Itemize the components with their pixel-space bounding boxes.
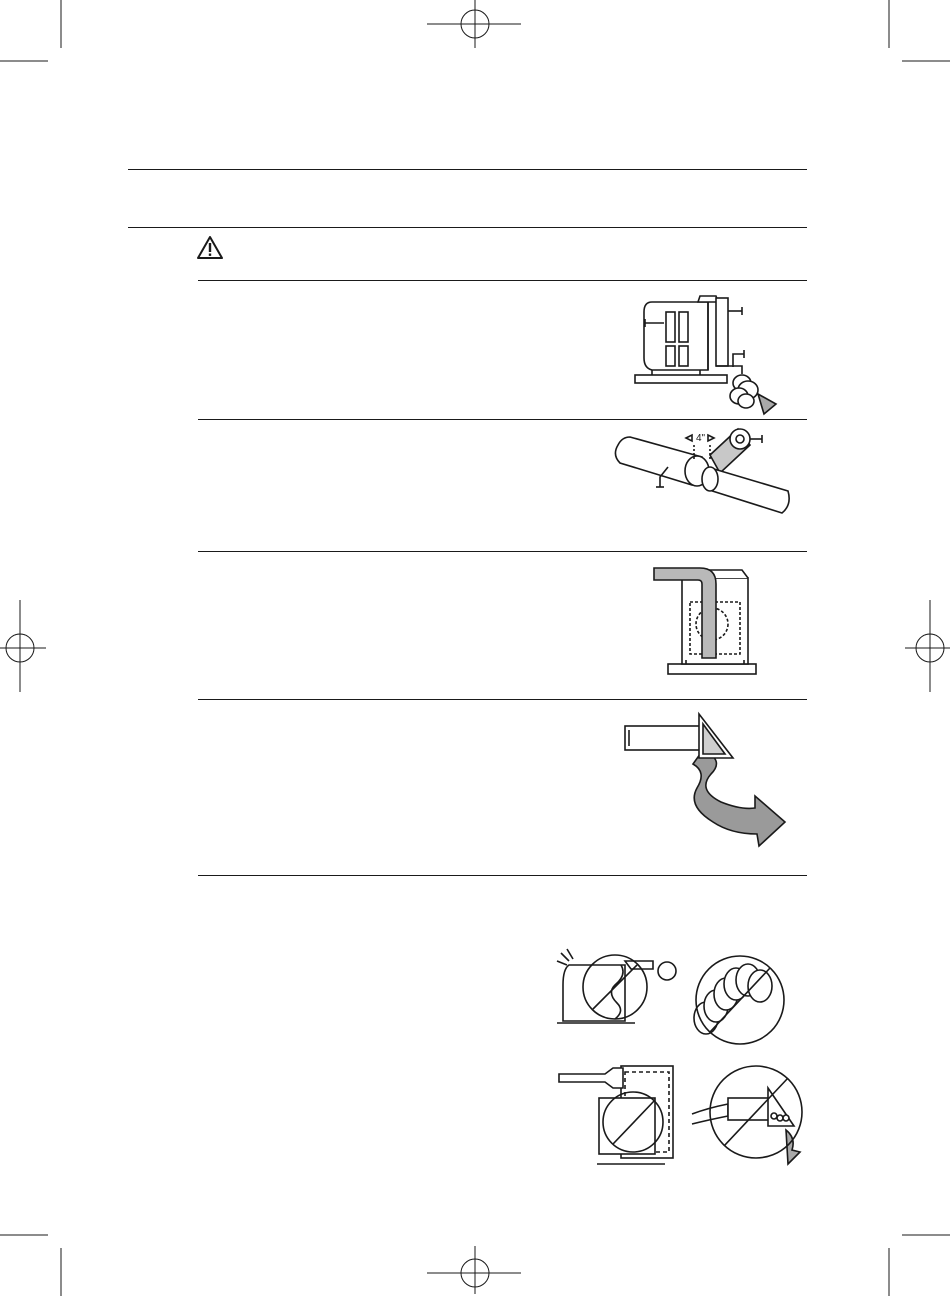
figure-prohibited-foil-duct — [690, 950, 790, 1050]
registration-mark-left — [0, 600, 50, 700]
figure-prohibited-blocked-hood — [688, 1058, 813, 1168]
section-rule-5 — [198, 875, 807, 876]
section-rule-3 — [198, 551, 807, 552]
figure-dryer-rear-elbow — [650, 562, 760, 677]
registration-mark-top — [425, 0, 525, 50]
warning-triangle-icon — [197, 236, 223, 260]
section-rule-1 — [198, 280, 807, 281]
section-rule-2 — [198, 419, 807, 420]
figure-prohibited-kinked-duct — [555, 945, 685, 1025]
header-rule-bottom — [128, 227, 807, 228]
header-rule-top — [128, 169, 807, 170]
figure-exhaust-hood — [615, 710, 795, 850]
figure-prohibited-long-duct — [555, 1062, 685, 1167]
registration-mark-right — [905, 600, 950, 700]
section-rule-4 — [198, 699, 807, 700]
registration-mark-bottom — [425, 1246, 525, 1296]
figure-duct-joint-tape — [610, 425, 795, 525]
figure-dryer-duct-clamp — [630, 290, 810, 415]
dimension-label: 4" — [696, 433, 706, 444]
